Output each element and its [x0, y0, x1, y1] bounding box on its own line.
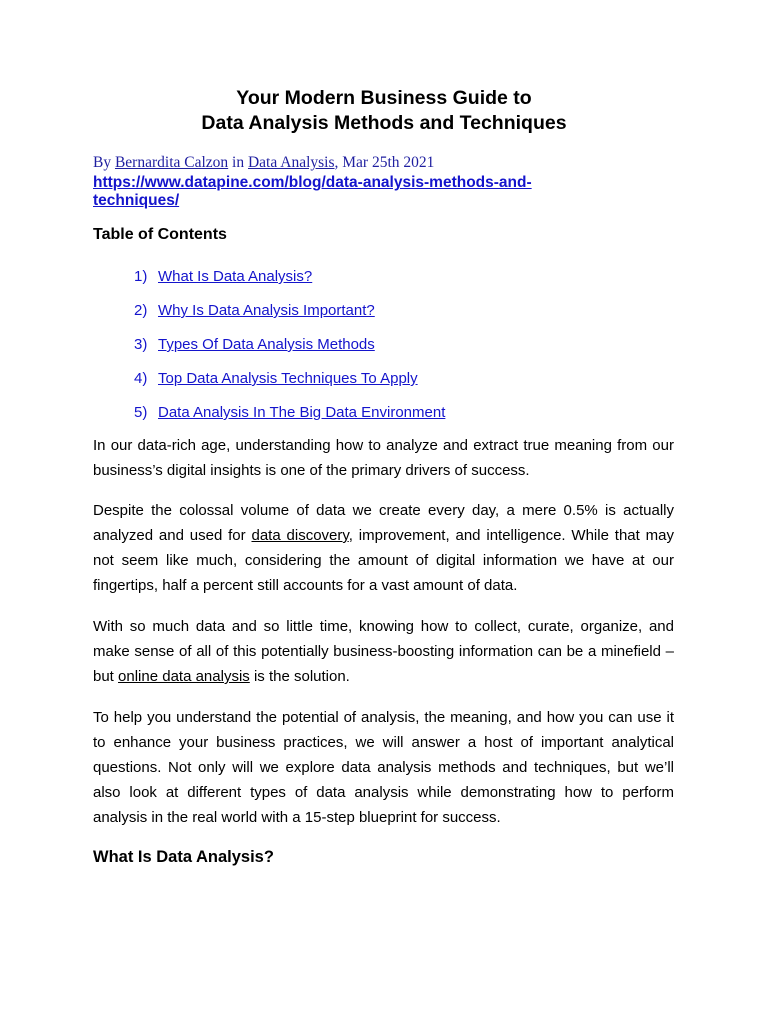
title-line-2: Data Analysis Methods and Techniques	[201, 112, 567, 134]
toc-item-label[interactable]: Why Is Data Analysis Important?	[158, 302, 375, 319]
toc-item-why-important[interactable]	[134, 302, 445, 336]
toc-item-label[interactable]: Types Of Data Analysis Methods	[158, 336, 375, 353]
toc-item-label[interactable]: Top Data Analysis Techniques To Apply	[158, 370, 418, 387]
paragraph-intro: In our data-rich age, understanding how to analyze and extract true meaning from our business’s digital insights is one of the primary drivers of success.	[93, 437, 674, 479]
paragraph-volume	[93, 498, 674, 598]
toc-item-label[interactable]: Data Analysis In The Big Data Environment	[158, 404, 446, 421]
toc-item-number: 5)	[134, 404, 148, 421]
author-link[interactable]: Bernardita Calzon	[114, 154, 229, 171]
toc-item-number: 3)	[134, 336, 148, 353]
paragraph-text: Despite the colossal volume of data we create every day, a mere 0.5% is actually analyzed and used for	[93, 502, 674, 544]
table-of-contents	[134, 268, 445, 438]
online-data-analysis-link[interactable]: online data analysis	[118, 668, 250, 685]
toc-item-label[interactable]: What Is Data Analysis?	[158, 268, 313, 285]
section-heading: What Is Data Analysis?	[93, 848, 274, 866]
paragraph-text: , improvement, and intelligence. While that may not seem like much, considering the amount of digital information we have at our fingertips, half a percent still accounts for a vast amount of data.	[93, 527, 674, 594]
title-line-1: Your Modern Business Guide to	[236, 87, 532, 109]
paragraph-help: To help you understand the potential of analysis, the meaning, and how you can use it to enhance your business practices, we will answer a host of important analytical questions. Not only will we explore data analysis methods and techniques, but we’ll also look at different types of data analysis while demonstrating how to perform analysis in the real world with a 15-step blueprint for success.	[93, 709, 674, 826]
byline-by: By	[93, 154, 115, 171]
paragraph-text: With so much data and so little time, knowing how to collect, curate, organize, and make sense of all of this potentially business-boosting information can be a minefield – but	[93, 618, 674, 685]
toc-item-types-of-methods[interactable]	[134, 336, 445, 370]
toc-item-number: 1)	[134, 268, 148, 285]
byline-date: , Mar 25th 2021	[334, 154, 435, 171]
byline-in: in	[228, 154, 248, 171]
category-link[interactable]: Data Analysis	[247, 154, 335, 171]
toc-item-number: 4)	[134, 370, 148, 387]
toc-heading: Table of Contents	[93, 226, 227, 243]
byline	[93, 154, 434, 172]
toc-item-what-is-data-analysis[interactable]	[134, 268, 445, 302]
page-title	[0, 86, 768, 136]
paragraph-minefield	[93, 614, 674, 689]
source-url-link[interactable]: https://www.datapine.com/blog/data-analysis-methods-and-techniques/	[93, 174, 532, 209]
paragraph-text: is the solution.	[249, 668, 350, 685]
data-discovery-link[interactable]: data discovery	[251, 527, 349, 544]
toc-item-top-techniques[interactable]	[134, 370, 445, 404]
toc-item-number: 2)	[134, 302, 148, 319]
